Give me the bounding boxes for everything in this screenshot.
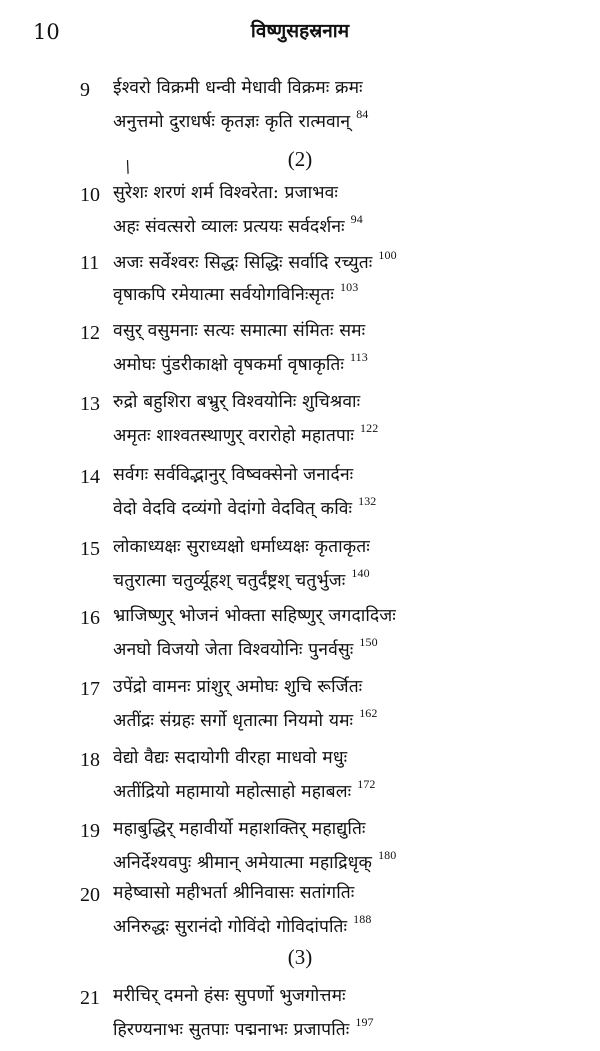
verse-number: 12: [80, 322, 100, 344]
verse-line-2-text: अनिर्देश्यवपुः श्रीमान् अमेयात्मा महाद्रिधृक्: [113, 853, 373, 873]
verse-line-2: [113, 912, 371, 938]
verse-line-1: उपेंद्रो वामनः प्रांशुर् अमोघः शुचि रूर्जितः: [113, 677, 363, 697]
verse-line-1: वसुर् वसुमनाः सत्यः समात्मा संमितः समः: [113, 321, 366, 341]
verse-number: 10: [80, 184, 100, 206]
verse-number: 14: [80, 466, 100, 488]
page-title: विष्णुसहस्रनाम: [250, 20, 350, 42]
name-count: 113: [350, 350, 368, 364]
verse-number: 21: [80, 987, 100, 1009]
verse-number: 16: [80, 607, 100, 629]
stray-mark: /: [121, 156, 134, 177]
verse-line-2-text: अनुत्तमो दुराधर्षः कृतज्ञः कृति रात्मवान्: [113, 112, 351, 132]
name-count: 140: [351, 566, 370, 580]
verse-line-2: [113, 635, 378, 661]
verse-line-1: सर्वगः सर्वविद्भानुर् विष्वक्सेनो जनार्दनः: [113, 465, 354, 485]
verse-line-1: वेद्यो वैद्यः सदायोगी वीरहा माधवो मधुः: [113, 748, 348, 768]
verse-line-1: महाबुद्धिर् महावीर्यो महाशक्तिर् महाद्युतिः: [113, 819, 366, 839]
verse-line-2-text: अमृतः शाश्वतस्थाणुर् वरारोहो महातपाः: [113, 426, 354, 446]
verse-line-2-text: वृषाकपि रमेयात्मा सर्वयोगविनिःसृतः: [113, 285, 335, 305]
verse-number: 11: [80, 252, 100, 274]
verse-line-1: मरीचिर् दमनो हंसः सुपर्णो भुजगोत्तमः: [113, 986, 346, 1006]
name-count: 94: [350, 212, 363, 226]
verse-line-2: [113, 494, 376, 520]
name-count: 172: [357, 777, 376, 791]
verse-line-2: [113, 706, 378, 732]
name-count: 197: [355, 1015, 374, 1029]
name-count: 162: [359, 706, 378, 720]
verse-line-2: [113, 107, 368, 133]
verse-line-2: [113, 566, 370, 592]
verse-number: 15: [80, 538, 100, 560]
verse-line-1: लोकाध्यक्षः सुराध्यक्षो धर्माध्यक्षः कृताकृतः: [113, 537, 370, 557]
verse-line-1-text: अजः सर्वेश्वरः सिद्धः सिद्धिः सर्वादि रच्युतः: [113, 253, 373, 273]
verse-line-2-text: वेदो वेदवि दव्यंगो वेदांगो वेदवित् कविः: [113, 499, 353, 519]
verse-number: 19: [80, 820, 100, 842]
verse-line-2: [113, 777, 376, 803]
verse-line-2-text: अतींद्रियो महामायो महोत्साहो महाबलः: [113, 782, 352, 802]
name-count: 132: [358, 494, 377, 508]
name-count: 100: [378, 248, 397, 262]
verse-number: 9: [80, 79, 90, 101]
verse-line-2-text: अमोघः पुंडरीकाक्षो वृषकर्मा वृषाकृतिः: [113, 355, 345, 375]
verse-line-1: महेष्वासो महीभर्ता श्रीनिवासः सतांगतिः: [113, 883, 355, 903]
verse-line-2: [113, 280, 358, 306]
verse-line-2-text: अतींद्रः संग्रहः सर्गो धृतात्मा नियमो यमः: [113, 711, 354, 731]
verse-line-2: [113, 848, 396, 874]
page-number: 10: [33, 20, 60, 44]
verse-number: 18: [80, 749, 100, 771]
verse-line-1: [113, 248, 397, 274]
verse-line-1: भ्राजिष्णुर् भोजनं भोक्ता सहिष्णुर् जगदादिजः: [113, 606, 396, 626]
verse-line-2-text: हिरण्यनाभः सुतपाः पद्मनाभः प्रजापतिः: [113, 1020, 350, 1040]
verse-line-2-text: चतुरात्मा चतुर्व्यूहश् चतुर्दंष्ट्रश् चतुर्भुजः: [113, 571, 346, 591]
name-count: 122: [360, 421, 379, 435]
verse-line-2-text: अहः संवत्सरो व्यालः प्रत्ययः सर्वदर्शनः: [113, 217, 345, 237]
verse-line-2: [113, 421, 378, 447]
name-count: 180: [378, 848, 397, 862]
section-heading-2: (2): [287, 147, 313, 171]
verse-line-2: [113, 212, 363, 238]
verse-line-1: ईश्वरो विक्रमी धन्वी मेधावी विक्रमः क्रमः: [113, 78, 363, 98]
verse-number: 17: [80, 678, 100, 700]
verse-line-2: [113, 350, 368, 376]
name-count: 103: [340, 280, 359, 294]
verse-number: 20: [80, 884, 100, 906]
verse-line-2-text: अनघो विजयो जेता विश्वयोनिः पुनर्वसुः: [113, 640, 354, 660]
verse-line-2-text: अनिरुद्धः सुरानंदो गोविंदो गोविदांपतिः: [113, 917, 348, 937]
name-count: 150: [359, 635, 378, 649]
name-count: 188: [353, 912, 372, 926]
verse-number: 13: [80, 393, 100, 415]
section-heading-3: (3): [287, 945, 313, 969]
verse-line-1: सुरेशः शरणं शर्म विश्वरेता: प्रजाभवः: [113, 183, 338, 203]
verse-line-2: [113, 1015, 374, 1041]
name-count: 84: [356, 107, 369, 121]
verse-line-1: रुद्रो बहुशिरा बभ्रुर् विश्वयोनिः शुचिश्रवाः: [113, 392, 361, 412]
